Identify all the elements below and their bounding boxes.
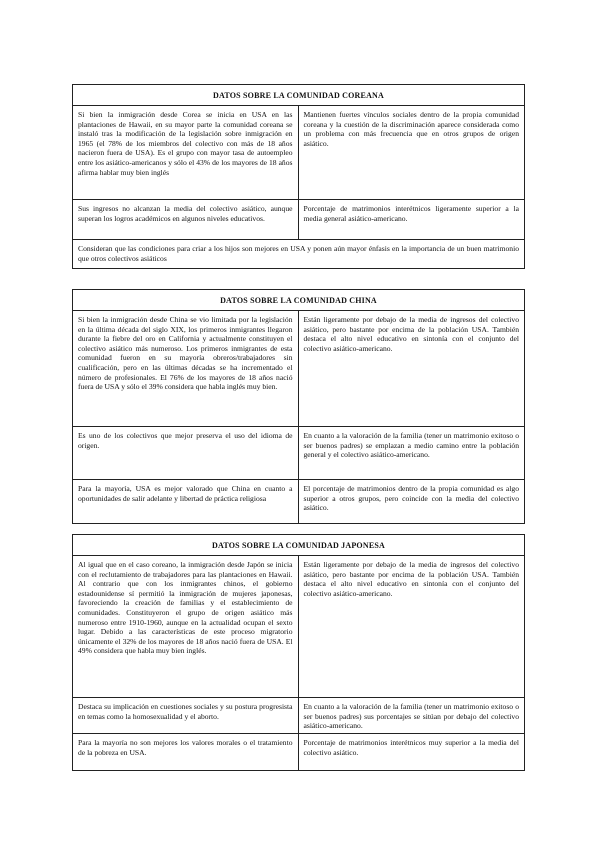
table-cell: Al igual que en el caso coreano, la inmigración desde Japón se inicia con el reclutamiento de trabajadores para las plantaciones en Hawaii. Al contrario que con los inmigrantes chinos, el gobierno estadounidense sí permitió la inmigración de mujeres japonesas, favoreciendo la creación de familias y el establecimiento de comunidades. Constituyeron el grupo de origen asiático más numeroso entre 1910-1960, aunque en la actualidad ocupan el sexto lugar. Debido a las características de este proceso migratorio únicamente el 32% de los mayores de 18 años nació fuera de USA. El 49% considera que habla muy bien inglés.	[73, 556, 299, 697]
table-cell: En cuanto a la valoración de la familia (tener un matrimonio exitoso o ser buenos padres) sus porcentajes se sitúan por debajo del colectivo asiático-americano.	[303, 702, 519, 731]
table-row	[73, 239, 524, 268]
table-cell: Sus ingresos no alcanzan la media del colectivo asiático, aunque superan los logros académicos en algunos niveles educativos.	[73, 200, 299, 239]
table-row	[73, 426, 524, 479]
table-cell: Mantienen fuertes vínculos sociales dentro de la propia comunidad coreana y la cuestión de la discriminación aparece considerada como un problema con más frecuencia que en otros grupos de origen asiático.	[303, 110, 519, 148]
table-cell: Porcentaje de matrimonios interétnicos ligeramente superior a la media general asiático-americano.	[303, 204, 519, 223]
table-cell: Destaca su implicación en cuestiones sociales y su postura progresista en temas como la homosexualidad y el aborto.	[73, 698, 299, 733]
table-cell: Para la mayoría no son mejores los valores morales o el tratamiento de la pobreza en USA.	[73, 734, 299, 770]
table-cell: Es uno de los colectivos que mejor preserva el uso del idioma de origen.	[73, 427, 299, 479]
table-title: DATOS SOBRE LA COMUNIDAD JAPONESA	[73, 535, 524, 556]
table-row	[73, 311, 524, 426]
table-cell: Porcentaje de matrimonios interétnicos muy superior a la media del colectivo asiático.	[303, 738, 519, 757]
table-cell: Están ligeramente por debajo de la media de ingresos del colectivo asiático, pero bastante por encima de la población USA. También destaca el alto nivel educativo en sintonía con el conjunto del colectivo asiático-americano.	[303, 315, 519, 353]
table-chinese-community	[72, 289, 525, 524]
table-row	[73, 697, 524, 733]
table-title: DATOS SOBRE LA COMUNIDAD COREANA	[73, 85, 524, 106]
table-cell: En cuanto a la valoración de la familia (tener un matrimonio exitoso o ser buenos padres) se emplazan a medio camino entre la población general y el colectivo asiático-americano.	[303, 431, 519, 460]
table-cell: Están ligeramente por debajo de la media de ingresos del colectivo asiático, pero bastante por encima de la población USA. También destaca el alto nivel educativo en sintonía con el conjunto del colectivo asiático-americano.	[303, 560, 519, 598]
table-title: DATOS SOBRE LA COMUNIDAD CHINA	[73, 290, 524, 311]
table-korean-community	[72, 84, 525, 269]
table-japanese-community	[72, 534, 525, 771]
table-cell: Si bien la inmigración desde China se vio limitada por la legislación en la última década del siglo XIX, los primeros inmigrantes llegaron durante la fiebre del oro en California y actualmente constituyen el colectivo asiático más numeroso. Los primeros inmigrantes de esta comunidad fueron en su mayoría obreros/trabajadores sin cualificación, pero en las últimas décadas se ha incrementado el número de profesionales. El 76% de los mayores de 18 años nació fuera de USA y sólo el 39% considera que habla inglés muy bien.	[73, 311, 299, 426]
table-row	[73, 199, 524, 239]
table-row	[73, 556, 524, 697]
table-cell: Para la mayoría, USA es mejor valorado que China en cuanto a oportunidades de salir adelante y libertad de práctica religiosa	[73, 480, 299, 523]
table-cell: Consideran que las condiciones para criar a los hijos son mejores en USA y ponen aún mayor énfasis en la importancia de un buen matrimonio que otros colectivos asiáticos	[78, 244, 519, 263]
table-cell: El porcentaje de matrimonios dentro de la propia comunidad es algo superior a otros grupos, pero coincide con la media del colectivo asiático.	[303, 484, 519, 513]
table-row	[73, 479, 524, 523]
table-row	[73, 106, 524, 199]
table-cell: Si bien la inmigración desde Corea se inicia en USA en las plantaciones de Hawaii, en su mayor parte la comunidad coreana se instaló tras la modificación de la legislación sobre inmigración en 1965 (el 78% de los miembros del colectivo con más de 18 años nacieron fuera de USA). Es el grupo con mayor tasa de autoempleo entre los asiático-americanos y sólo el 43% de los mayores de 18 años afirma hablar muy bien inglés	[73, 106, 299, 199]
table-row	[73, 733, 524, 770]
